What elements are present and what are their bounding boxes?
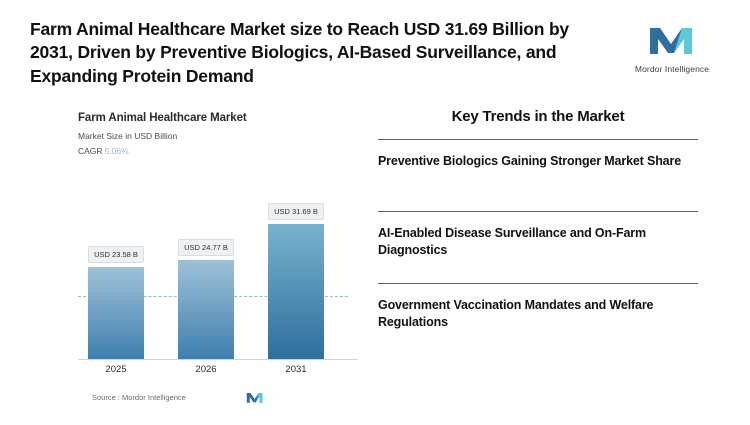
trend-item: Government Vaccination Mandates and Welfare Regulations: [378, 283, 698, 341]
chart-panel: [78, 112, 358, 402]
chart-cagr: [78, 146, 358, 156]
trend-item: Preventive Biologics Gaining Stronger Market Share: [378, 139, 698, 197]
chart-plot-area: [78, 174, 358, 359]
source-label: Source : Mordor Intelligence: [92, 393, 186, 402]
bar-value-label: USD 24.77 B: [178, 239, 234, 256]
x-axis-line: [78, 359, 358, 360]
bar-column: [268, 174, 324, 359]
mordor-m-icon: [644, 20, 700, 60]
page-title: Farm Animal Healthcare Market size to Reach USD 31.69 Billion by 2031, Driven by Preventive Biologics, AI-Based Surveillance, and Expanding Protein Demand: [30, 19, 569, 86]
brand-logo: [624, 20, 720, 74]
trend-item: AI-Enabled Disease Surveillance and On-Farm Diagnostics: [378, 211, 698, 269]
header: [30, 18, 720, 88]
mordor-m-icon: [244, 390, 266, 405]
chart-subtitle: Market Size in USD Billion: [78, 131, 178, 141]
bar: [178, 260, 234, 359]
x-tick-label: 2025: [105, 364, 127, 375]
x-axis-labels: [88, 364, 348, 375]
bar-column: [88, 174, 144, 359]
key-trends-panel: [378, 108, 698, 341]
bar-value-label: USD 31.69 B: [268, 203, 324, 220]
key-trends-title: Key Trends in the Market: [451, 108, 625, 125]
bar-value-label: USD 23.58 B: [88, 246, 144, 263]
bar: [88, 267, 144, 359]
x-tick-label: 2026: [195, 364, 217, 375]
x-tick-label: 2031: [285, 364, 307, 375]
chart-source: [92, 390, 358, 405]
cagr-label: CAGR: [78, 146, 103, 156]
bar-column: [178, 174, 234, 359]
chart-title: Farm Animal Healthcare Market: [78, 112, 247, 124]
bar-group: [88, 174, 348, 359]
cagr-value: 5.06%: [104, 146, 129, 156]
bar: [268, 224, 324, 359]
brand-logo-text: Mordor Intelligence: [634, 64, 710, 74]
